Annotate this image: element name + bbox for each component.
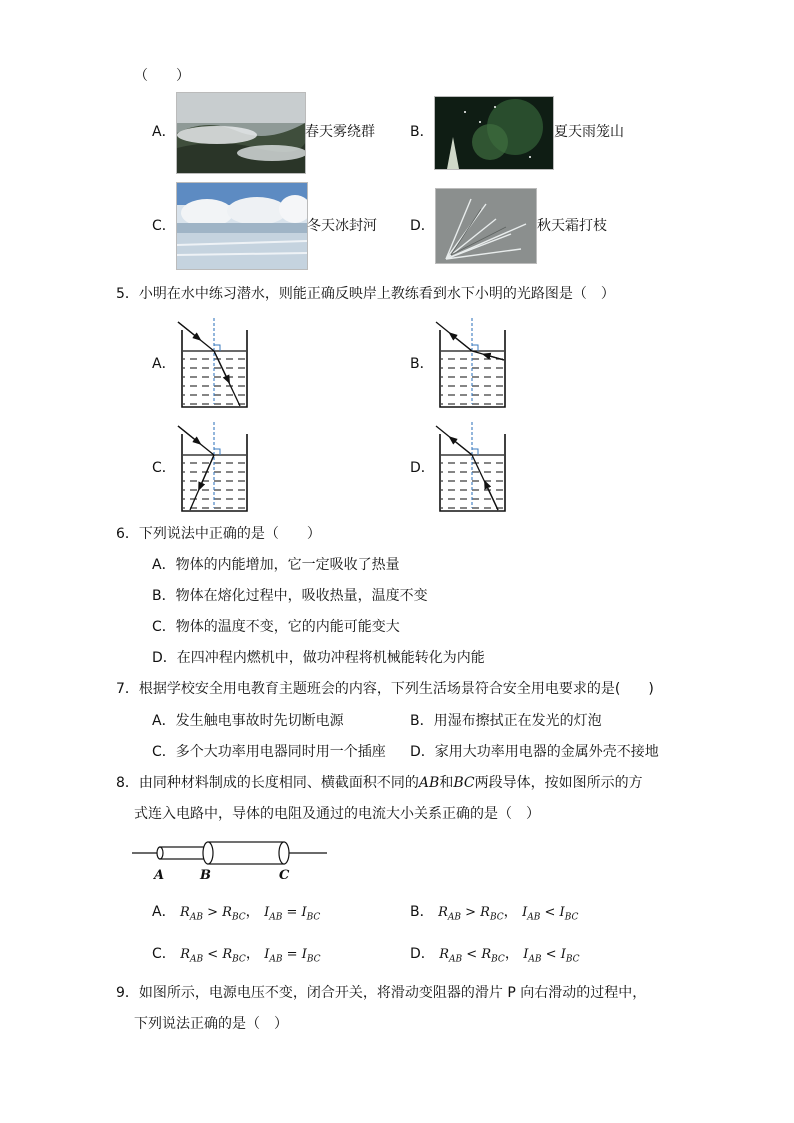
q8-stem-line2: 式连入电路中，导体的电阻及通过的电流大小关系正确的是（ ） [134,806,540,822]
q5-stem: 5．小明在水中练习潜水，则能正确反映岸上教练看到水下小明的光路图是（ ） [116,286,615,302]
q6-option-a: A．物体的内能增加，它一定吸收了热量 [152,557,400,573]
q4-option-a-caption: 春天雾绕群 [305,124,375,140]
q8-option-b: B． $R_{AB} > R_{BC}$， $I_{AB} < I_{BC}$ [410,904,579,923]
q6-option-d: D．在四冲程内燃机中，做功冲程将机械能转化为内能 [152,650,485,666]
q8-stem-line1: 8．由同种材料制成的长度相同、横截面积不同的AB和BC两段导体，按如图所示的方 [116,775,643,791]
q4-option-b-letter: B． [410,124,434,140]
q4-option-a-letter: A． [152,124,176,140]
q4-option-d-letter: D． [410,218,435,234]
q4-option-c-letter: C． [152,218,176,234]
q6-option-b: B．物体在熔化过程中，吸收热量，温度不变 [152,588,428,604]
q7-option-c: C．多个大功率用电器同时用一个插座 [152,744,386,760]
q4-option-d-caption: 秋天霜打枝 [537,218,607,234]
q4-photo-summer-rain [434,96,554,170]
q5-option-b-letter: B． [410,356,434,372]
q4-photo-autumn-frost [435,188,537,264]
q9-stem-line2: 下列说法正确的是（ ） [134,1016,288,1032]
q5-option-d-letter: D． [410,460,435,476]
q5-diagram-c [176,422,252,516]
q4-paren: （ ） [134,68,190,84]
q5-diagram-b [434,318,510,412]
q6-option-c: C．物体的温度不变，它的内能可能变大 [152,619,400,635]
q8-option-d: D． $R_{AB} < R_{BC}$， $I_{AB} < I_{BC}$ [410,946,580,965]
q4-option-b-caption: 夏天雨笼山 [554,124,624,140]
q4-option-c-caption: 冬天冰封河 [307,218,377,234]
q7-option-a: A．发生触电事故时先切断电源 [152,713,344,729]
q5-diagram-a [176,318,252,412]
q5-diagram-d [434,422,510,516]
q8-option-c: C． $R_{AB} < R_{BC}$， $I_{AB} = I_{BC}$ [152,946,321,965]
q8-label-c: C [279,868,290,883]
q5-option-a-letter: A． [152,356,176,372]
q4-photo-winter-ice [176,182,308,270]
q7-stem: 7．根据学校安全用电教育主题班会的内容，下列生活场景符合安全用电要求的是( ) [116,681,654,697]
q5-option-c-letter: C． [152,460,176,476]
q4-photo-spring-fog [176,92,306,174]
q8-label-b: B [200,868,211,883]
q8-option-a: A． $R_{AB} > R_{BC}$， $I_{AB} = I_{BC}$ [152,904,321,923]
q6-stem: 6．下列说法中正确的是（ ） [116,526,321,542]
q8-label-a: A [154,868,165,883]
q7-option-d: D．家用大功率用电器的金属外壳不接地 [410,744,659,760]
q7-option-b: B．用湿布擦拭正在发光的灯泡 [410,713,602,729]
q9-stem-line1: 9．如图所示，电源电压不变，闭合开关，将滑动变阻器的滑片 P 向右滑动的过程中， [116,985,647,1001]
